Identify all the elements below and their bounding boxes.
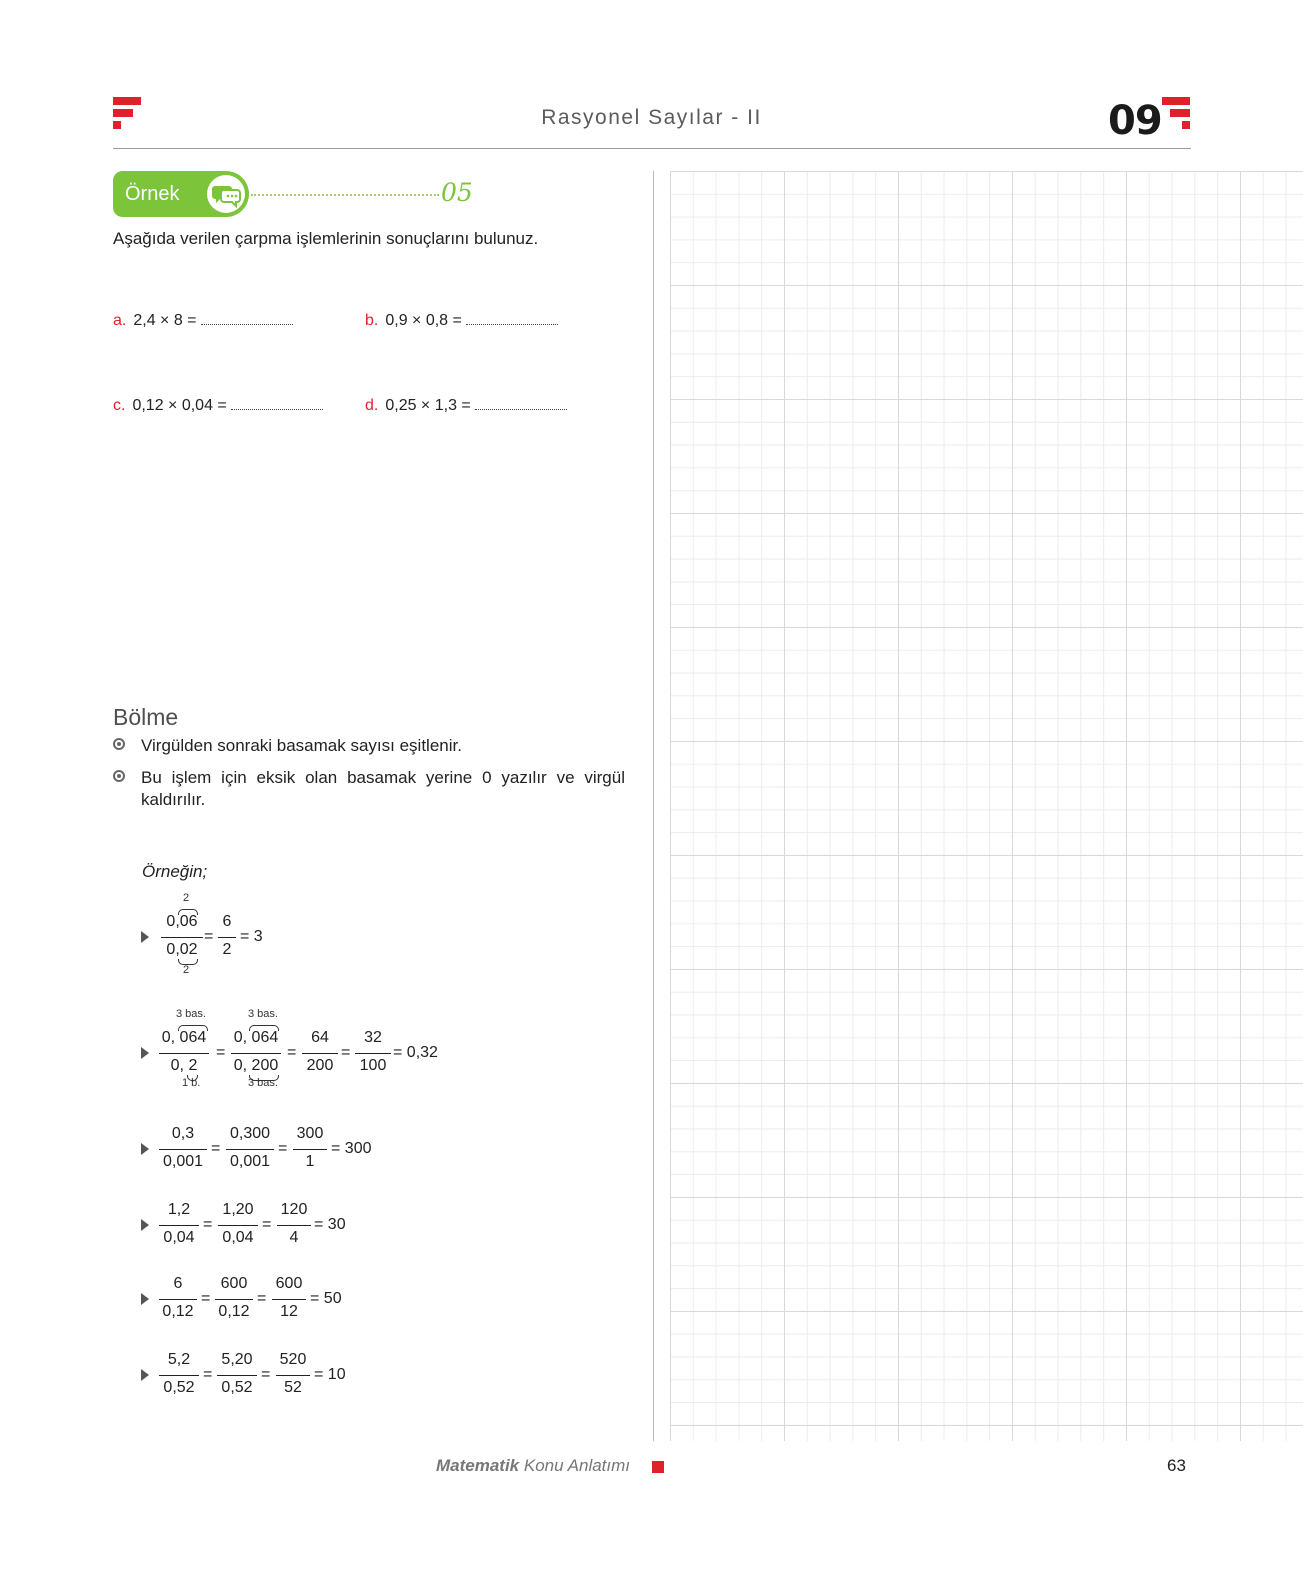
answer-blank <box>466 312 558 325</box>
speech-bubbles-icon <box>207 175 245 213</box>
fraction-bar <box>231 1053 281 1054</box>
answer-blank <box>231 397 323 410</box>
problem-expression: 2,4 × 8 = <box>133 312 197 329</box>
denominator: 1 <box>305 1153 315 1170</box>
denominator: 0,52 <box>221 1379 253 1396</box>
problem-b <box>365 312 558 330</box>
denominator: 0,52 <box>163 1379 195 1396</box>
equals-sign: = <box>287 1044 297 1061</box>
result: = 50 <box>310 1290 342 1307</box>
fraction-bar <box>226 1149 274 1150</box>
digit-brace <box>249 1025 279 1031</box>
denominator: 0,12 <box>218 1303 250 1320</box>
numerator: 64 <box>311 1029 329 1046</box>
problem-expression: 0,9 × 0,8 = <box>385 312 462 329</box>
numerator: 0,3 <box>171 1125 195 1142</box>
example-heading: Örneğin; <box>142 862 208 881</box>
equals-sign: = <box>216 1044 226 1061</box>
problem-c <box>113 397 323 415</box>
page-number: 63 <box>1167 1456 1186 1475</box>
footer-square-icon <box>652 1461 664 1473</box>
numerator: 0, 064 <box>161 1029 207 1046</box>
equals-sign: = <box>203 1216 213 1233</box>
result: = 3 <box>240 928 263 945</box>
problem-expression: 0,25 × 1,3 = <box>385 397 471 414</box>
numerator: 5,2 <box>167 1351 191 1368</box>
denominator: 4 <box>289 1229 299 1246</box>
digit-count-note: 3 bas. <box>248 1008 278 1020</box>
triangle-marker-icon <box>141 1143 149 1155</box>
denominator: 0, 200 <box>233 1057 279 1074</box>
fraction-bar <box>159 1225 199 1226</box>
equals-sign: = <box>261 1366 271 1383</box>
column-divider <box>653 171 654 1441</box>
rule-bullet <box>113 767 625 811</box>
denominator: 0,02 <box>166 941 198 958</box>
fraction-bar <box>293 1149 327 1150</box>
equals-sign: = <box>341 1044 351 1061</box>
triangle-marker-icon <box>141 1047 149 1059</box>
example-instruction: Aşağıda verilen çarpma işlemlerinin sonuçlarını bulunuz. <box>113 229 539 248</box>
numerator: 120 <box>280 1201 308 1218</box>
fraction-bar <box>159 1053 209 1054</box>
problem-expression: 0,12 × 0,04 = <box>132 397 227 414</box>
book-title-bold: Matematik <box>436 1456 520 1475</box>
problem-label: b. <box>365 312 379 329</box>
triangle-marker-icon <box>141 1369 149 1381</box>
numerator: 600 <box>275 1275 303 1292</box>
equals-sign: = <box>211 1140 221 1157</box>
problem-d <box>365 397 567 415</box>
numerator: 0,06 <box>166 913 198 930</box>
fraction-bar <box>215 1299 253 1300</box>
denominator: 100 <box>359 1057 387 1074</box>
triangle-marker-icon <box>141 931 149 943</box>
dotted-leader <box>251 194 439 196</box>
numerator: 520 <box>279 1351 307 1368</box>
publisher-logo-icon <box>1162 97 1194 137</box>
equals-sign: = <box>201 1290 211 1307</box>
fraction-bar <box>355 1053 391 1054</box>
digit-count-note: 3 bas. <box>248 1077 278 1089</box>
denominator: 52 <box>284 1379 302 1396</box>
example-number: 05 <box>441 178 473 207</box>
fraction-bar <box>159 1149 207 1150</box>
fraction-bar <box>161 937 203 938</box>
rule-text: Virgülden sonraki basamak sayısı eşitlenir. <box>141 736 462 755</box>
numerator: 1,2 <box>167 1201 191 1218</box>
equals-sign: = <box>278 1140 288 1157</box>
fraction-bar <box>218 1225 258 1226</box>
problem-a <box>113 312 293 330</box>
equals-sign: = <box>257 1290 267 1307</box>
problem-label: d. <box>365 397 379 414</box>
example-badge-label: Örnek <box>125 183 180 205</box>
digit-brace <box>178 909 198 915</box>
fraction-bar <box>302 1053 338 1054</box>
fraction-bar <box>217 1375 257 1376</box>
denominator: 2 <box>222 941 232 958</box>
section-title-division: Bölme <box>113 704 179 730</box>
denominator: 0,04 <box>163 1229 195 1246</box>
book-title-rest: Konu Anlatımı <box>519 1456 631 1475</box>
book-title <box>436 1456 630 1476</box>
numerator: 300 <box>296 1125 324 1142</box>
triangle-marker-icon <box>141 1293 149 1305</box>
denominator: 200 <box>306 1057 334 1074</box>
numerator: 0, 064 <box>233 1029 279 1046</box>
circle-bullet-icon <box>113 770 125 782</box>
digit-brace <box>178 1025 208 1031</box>
numerator: 5,20 <box>221 1351 253 1368</box>
numerator: 1,20 <box>222 1201 254 1218</box>
numerator: 600 <box>220 1275 248 1292</box>
equals-sign: = <box>203 1366 213 1383</box>
numerator: 6 <box>222 913 232 930</box>
circle-bullet-icon <box>113 738 125 750</box>
fraction-bar <box>277 1225 311 1226</box>
fraction-bar <box>159 1299 197 1300</box>
example-badge <box>113 171 249 217</box>
numerator: 0,300 <box>229 1125 271 1142</box>
denominator: 0,12 <box>162 1303 194 1320</box>
digit-count-note: 1 b. <box>182 1077 201 1089</box>
digit-count-note: 3 bas. <box>176 1008 206 1020</box>
solution-grid-area <box>670 171 1303 1441</box>
fraction-bar <box>159 1375 199 1376</box>
unit-number: 09 <box>1108 98 1162 144</box>
denominator: 0,001 <box>162 1153 204 1170</box>
chapter-title: Rasyonel Sayılar - II <box>541 106 762 129</box>
digit-count-note: 2 <box>183 892 190 904</box>
fraction-bar <box>272 1299 306 1300</box>
result: = 30 <box>314 1216 346 1233</box>
answer-blank <box>201 312 293 325</box>
fraction-bar <box>218 937 236 938</box>
rule-bullet <box>113 735 625 757</box>
digit-count-note: 2 <box>183 964 190 976</box>
result: = 0,32 <box>393 1044 438 1061</box>
triangle-marker-icon <box>141 1219 149 1231</box>
denominator: 0, 2 <box>170 1057 198 1074</box>
equals-sign: = <box>204 928 214 945</box>
answer-blank <box>475 397 567 410</box>
equals-sign: = <box>262 1216 272 1233</box>
numerator: 6 <box>173 1275 183 1292</box>
problem-label: a. <box>113 312 127 329</box>
result: = 10 <box>314 1366 346 1383</box>
fraction-bar <box>276 1375 310 1376</box>
denominator: 12 <box>280 1303 298 1320</box>
rule-text: Bu işlem için eksik olan basamak yerine 0 yazılır ve virgül kaldırılır. <box>141 768 625 809</box>
denominator: 0,001 <box>229 1153 271 1170</box>
denominator: 0,04 <box>222 1229 254 1246</box>
numerator: 32 <box>364 1029 382 1046</box>
header-rule <box>113 148 1191 149</box>
problem-label: c. <box>113 397 126 414</box>
result: = 300 <box>331 1140 372 1157</box>
